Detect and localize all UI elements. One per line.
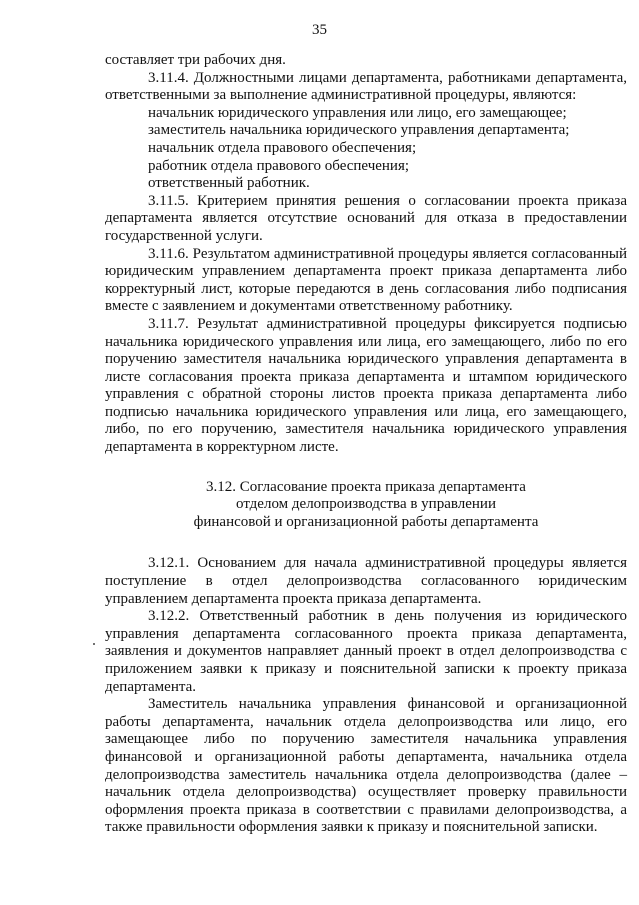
document-body [105, 52, 627, 837]
section-heading-line: 3.12. Согласование проекта приказа департамента [206, 478, 526, 495]
paragraph-deputy-head: Заместитель начальника управления финансовой и организационной работы департамента, начальник отдела делопроизводства или лицо, его замещающее либо по поручению заместителя начальника управления финансовой и организационной работы департамента, начальника отдела делопроизводства заместитель начальника отдела делопроизводства (далее – начальник отдела делопроизводства) осуществляет проверку правильности оформления проекта приказа в соответствии с правилами делопроизводства, а также правильности оформления заявки к приказу и пояснительной записки. [105, 696, 627, 836]
section-heading-3-12 [105, 479, 627, 532]
list-item: начальник отдела правового обеспечения; [148, 139, 417, 156]
paragraph-3-12-1: 3.12.1. Основанием для начала административной процедуры является поступление в отдел делопроизводства согласованного юридическим управлением департамента проекта приказа департамента. [105, 555, 627, 607]
list-item: заместитель начальника юридического управления департамента; [148, 122, 570, 139]
list-item: ответственный работник. [148, 175, 310, 192]
paragraph-3-11-4: 3.11.4. Должностными лицами департамента, работниками департамента, ответственными за выполнение административной процедуры, являются: [105, 69, 627, 104]
paragraph-3-11-6: 3.11.6. Результатом административной процедуры является согласованный юридическим управлением департамента проект приказа департамента либо корректурный лист, которые передаются в день согласования либо подписания вместе с заявлением и документами ответственному работнику. [105, 245, 627, 315]
paragraph-3-11-7: 3.11.7. Результат административной процедуры фиксируется подписью начальника юридического управления или лица, его замещающего, либо по его поручению заместителя начальника юридического управления департамента в листе согласования проекта приказа департамента и штампом юридического управления с обратной стороны листов проекта приказа департамента либо подписью начальника юридического управления или лица, его замещающего, либо, по его поручению, заместителя начальника юридического управления департамента в корректурном листе. [105, 315, 627, 456]
section-heading-line: финансовой и организационной работы департамента [193, 513, 539, 530]
section-heading-line: отделом делопроизводства в управлении [236, 496, 496, 513]
list-item: работник отдела правового обеспечения; [148, 157, 410, 174]
paragraph-continuation: составляет три рабочих дня. [105, 52, 286, 68]
paragraph-3-12-2: 3.12.2. Ответственный работник в день получения из юридического управления департамента согласованного проекта приказа департамента, заявления и документов направляет данный проект в отдел делопроизводства с приложением заявки к приказу и пояснительной записки к проекту приказа департамента. [105, 608, 627, 695]
officials-list [105, 105, 627, 193]
list-item: начальник юридического управления или лицо, его замещающее; [148, 104, 567, 121]
page-number: 35 [312, 22, 327, 38]
paragraph-3-11-5: 3.11.5. Критерием принятия решения о согласовании проекта приказа департамента является отсутствие оснований для отказа в предоставлении государственной услуги. [105, 192, 627, 244]
scan-dot-mark [93, 643, 95, 645]
